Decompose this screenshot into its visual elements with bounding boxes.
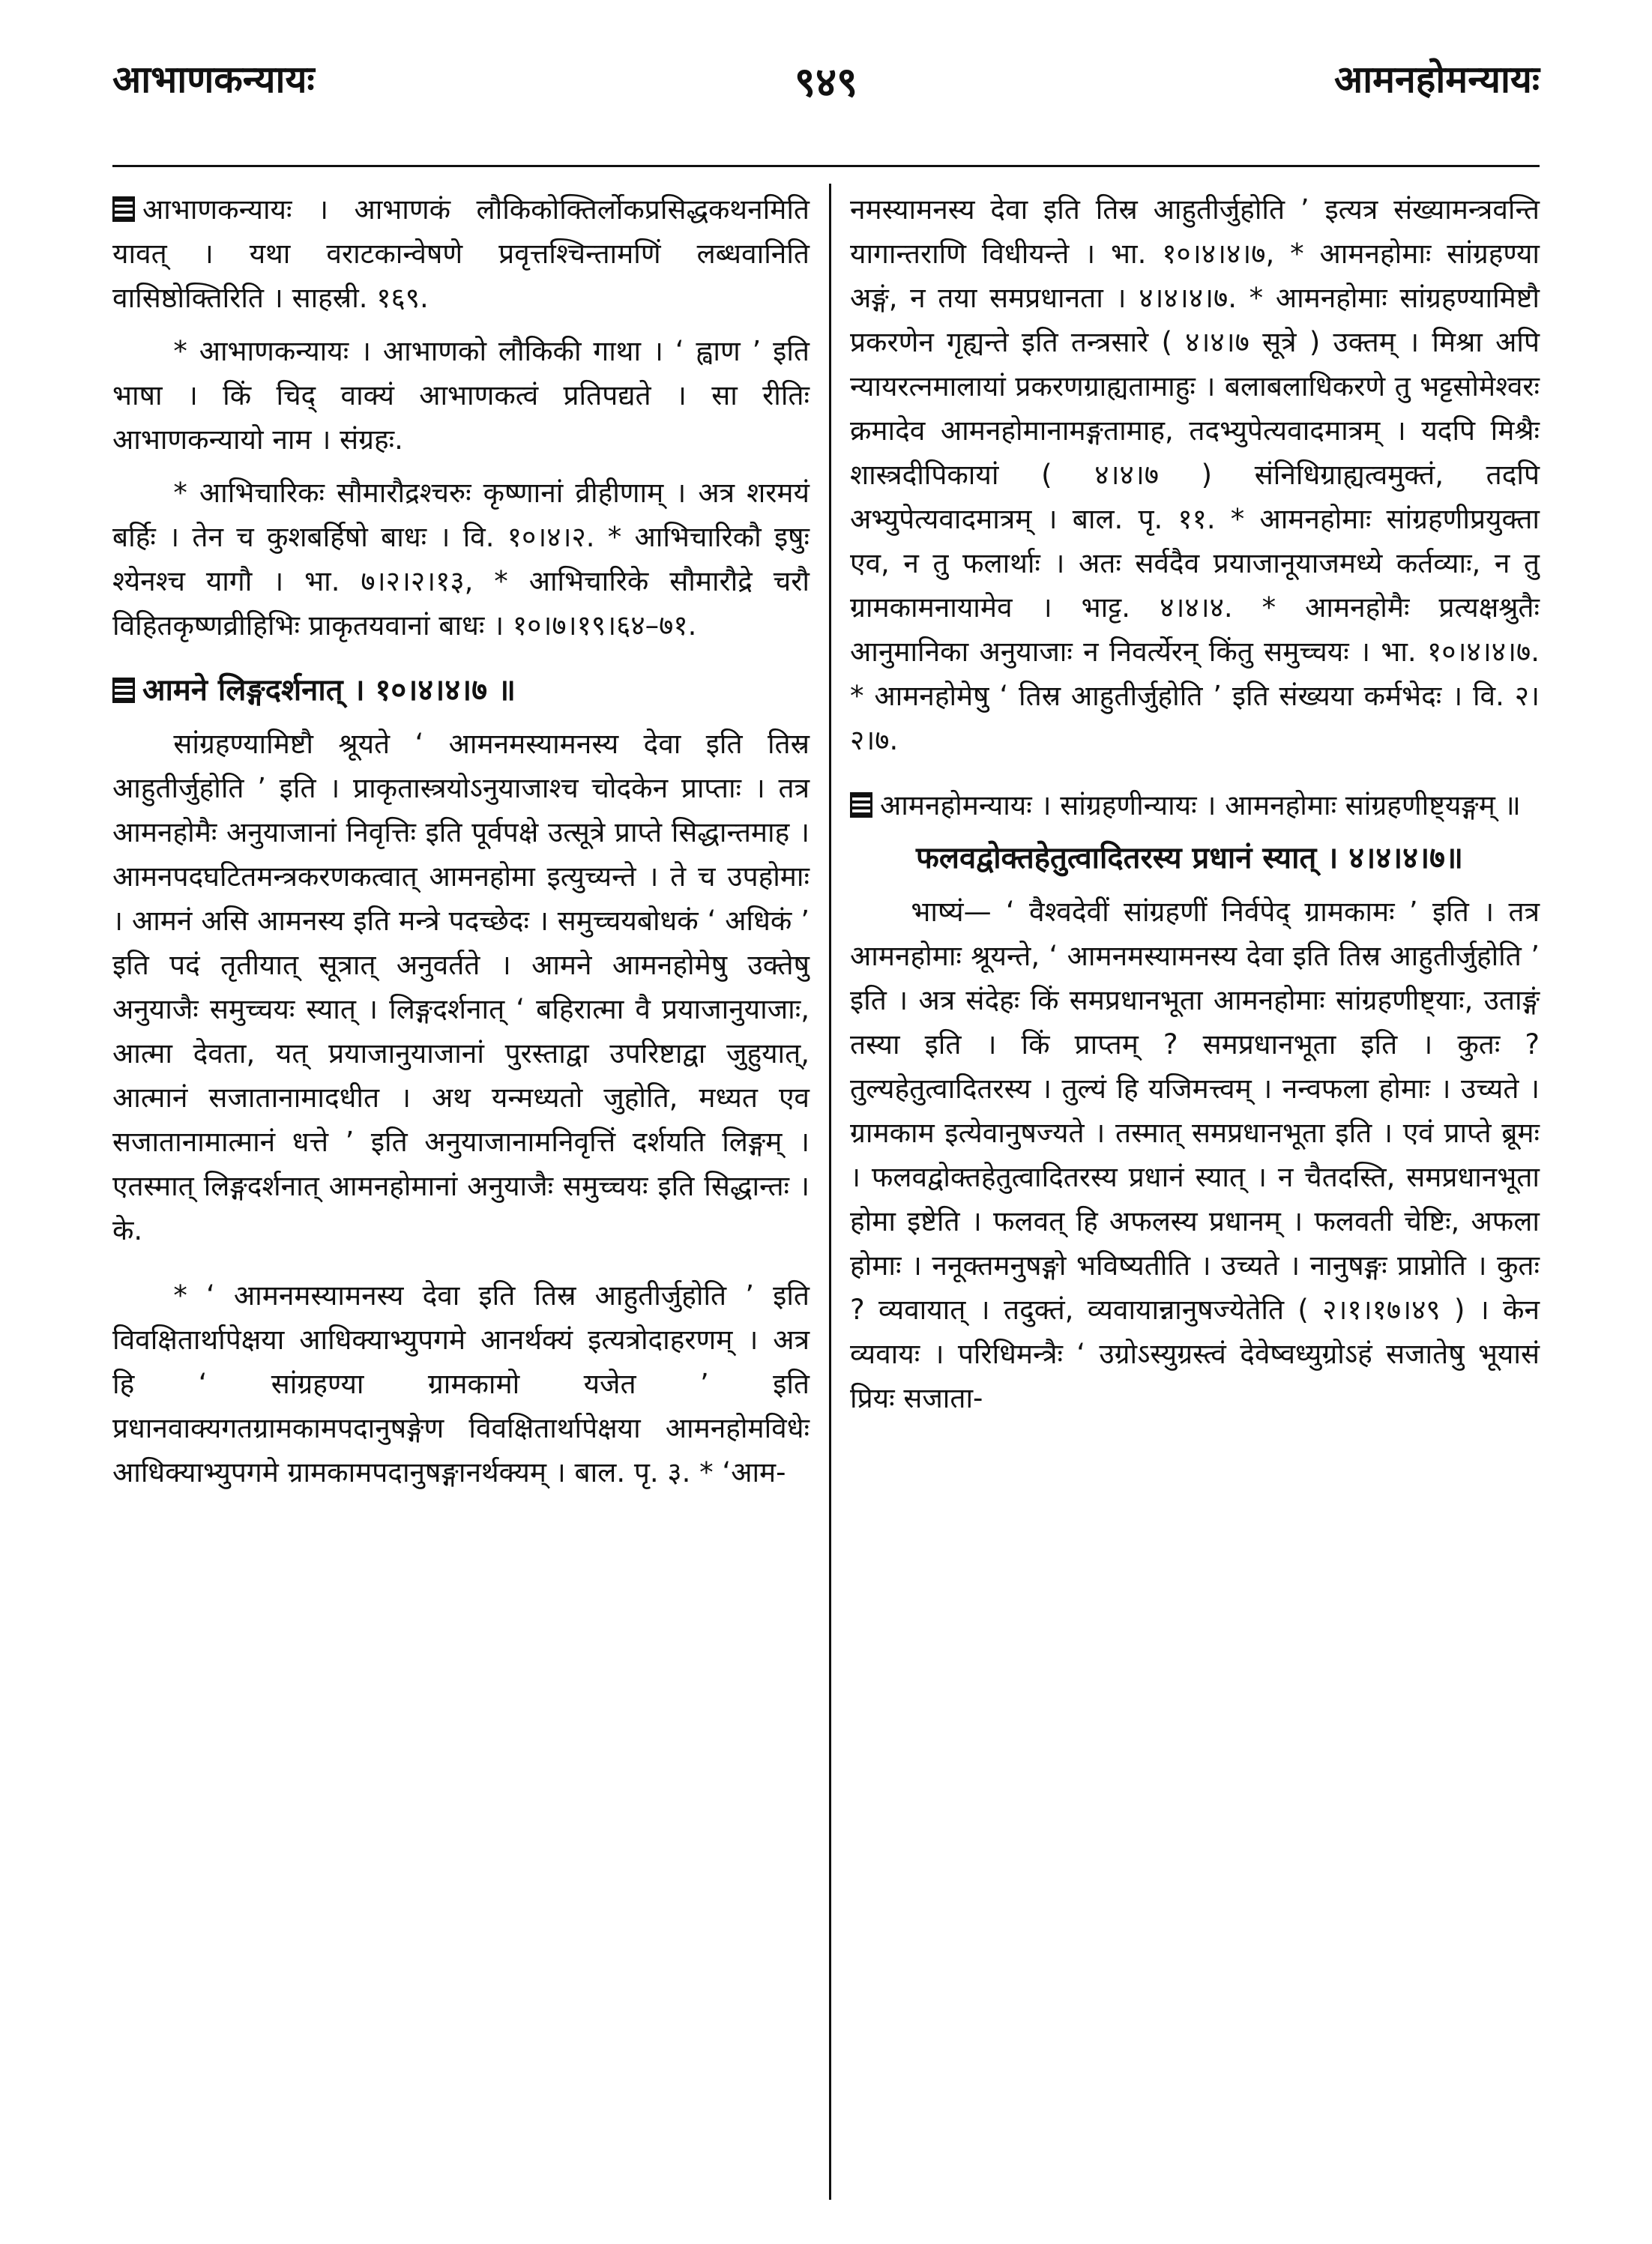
page-number: ९४९ [794, 58, 858, 106]
running-head-left: आभाणकन्यायः [112, 58, 315, 101]
page-header [0, 52, 1652, 120]
entry-marker-icon [112, 678, 135, 703]
entry-abhicharika: * आभिचारिकः सौमारौद्रश्चरुः कृष्णानां व्रीहीणाम् । अत्र शरमयं बर्हिः । तेन च कुशबर्हिषो बाधः । वि. १०।४।२. * आभिचारिकौ इषुः श्येनश्च यागौ । भा. ७।२।२।१३, * आभिचारिके सौमारौद्रे चरौ विहितकृष्णव्रीहिभिः प्राकृतयवानां बाधः । १०।७।१९।६४–७१. [112, 477, 810, 642]
entry-amanahoma-nyaya: आमनहोमन्यायः । सांग्रहणीन्यायः । आमनहोमाः सांग्रहणीष्ट्यङ्गम् ॥ [850, 783, 1540, 827]
right-column [850, 187, 1540, 1429]
header-rule [112, 165, 1540, 167]
entry-marker-icon [850, 792, 872, 818]
entry-abhanaka-sangraha: * आभाणकन्यायः । आभाणको लौकिकी गाथा । ‘ ह्वाण ’ इति भाषा । किं चिद् वाक्यं आभाणकत्वं प्रतिपद्यते । सा रीतिः आभाणकन्यायो नाम । संग्रहः. [112, 335, 810, 456]
column-divider [829, 184, 831, 2200]
left-column [112, 187, 810, 1503]
entry-amanahoma-continued: नमस्यामनस्य देवा इति तिस्र आहुतीर्जुहोति ’ इत्यत्र संख्यामन्त्रवन्ति यागान्तराणि विधीयन्ते । भा. १०।४।४।७, * आमनहोमाः सांग्रहण्या अङ्गं, न तया समप्रधानता । ४।४।४।७. * आमनहोमाः सांग्रहण्यामिष्टौ प्रकरणेन गृह्यन्ते इति तन्त्रसारे ( ४।४।७ सूत्रे ) उक्तम् । मिश्रा अपि न्यायरत्नमालायां प्रकरणग्राह्यतामाहुः । बलाबलाधिकरणे तु भट्टसोमेश्वरः क्रमादेव आमनहोमानामङ्गतामाह, तदभ्युपेत्यवादमात्रम् । यदपि मिश्रैः शास्त्रदीपिकायां ( ४।४।७ ) संनिधिग्राह्यत्वमुक्तं, तदपि अभ्युपेत्यवादमात्रम् । बाल. पृ. ११. * आमनहोमाः सांग्रहणीप्रयुक्ता एव, न तु फलार्थाः । अतः सर्वदैव प्रयाजानूयाजमध्ये कर्तव्याः, न तु ग्रामकामनायामेव । भाट्ट. ४।४।४. * आमनहोमैः प्रत्यक्षश्रुतैः आनुमानिका अनुयाजाः न निवर्त्येरन् किंतु समुच्चयः । भा. १०।४।४।७. * आमनहोमेषु ‘ तिस्र आहुतीर्जुहोति ’ इति संख्यया कर्मभेदः । वि. २।२।७. [850, 193, 1540, 756]
entry-abhanaka: आभाणकन्यायः । आभाणकं लौकिकोक्तिर्लोकप्रसिद्धकथनमिति यावत् । यथा वराटकान्वेषणे प्रवृत्तश्चिन्तामणिं लब्धवानिति वासिष्ठोक्तिरिति । साहस्री. १६९. [112, 193, 810, 314]
adhikarana-heading: आमने लिङ्गदर्शनात् । १०।४।४।७ ॥ [112, 669, 810, 713]
running-head-right: आमनहोमन्यायः [1334, 58, 1540, 101]
entry-marker-icon [112, 196, 135, 222]
entry-amanamasi: * ‘ आमनमस्यामनस्य देवा इति तिस्र आहुतीर्जुहोति ’ इति विवक्षितार्थापेक्षया आधिक्याभ्युपगमे आनर्थक्यं इत्यत्रोदाहरणम् । अत्र हि ‘ सांग्रहण्या ग्रामकामो यजेत ’ इति प्रधानवाक्यगतग्रामकामपदानुषङ्गेण विवक्षितार्थापेक्षया आमनहोमविधेः आधिक्याभ्युपगमे ग्रामकामपदानुषङ्गानर्थक्यम् । बाल. पृ. ३. * ‘आम- [112, 1279, 810, 1489]
adhikarana-commentary: सांग्रहण्यामिष्टौ श्रूयते ‘ आमनमस्यामनस्य देवा इति तिस्र आहुतीर्जुहोति ’ इति । प्राकृतास्त्रयोऽनुयाजाश्च चोदकेन प्राप्ताः । तत्र आमनहोमैः अनुयाजानां निवृत्तिः इति पूर्वपक्षे उत्सूत्रे प्राप्ते सिद्धान्तमाह । आमनपदघटितमन्त्रकरणकत्वात् आमनहोमा इत्युच्यन्ते । ते च उपहोमाः । आमनं असि आमनस्य इति मन्त्रे पदच्छेदः । समुच्चयबोधकं ‘ अधिकं ’ इति पदं तृतीयात् सूत्रात् अनुवर्तते । आमने आमनहोमेषु उक्तेषु अनुयाजैः समुच्चयः स्यात् । लिङ्गदर्शनात् ‘ बहिरात्मा वै प्रयाजानुयाजाः, आत्मा देवता, यत् प्रयाजानुयाजानां पुरस्ताद्वा उपरिष्टाद्वा जुहुयात्, आत्मानं सजातानामादधीत । अथ यन्मध्यतो जुहोति, मध्यत एव सजातानामात्मानं धत्ते ’ इति अनुयाजानामनिवृत्तिं दर्शयति लिङ्गम् । एतस्मात् लिङ्गदर्शनात् आमनहोमानां अनुयाजैः समुच्चयः इति सिद्धान्तः । के. [112, 728, 810, 1246]
sutra-text: फलवद्वोक्तहेतुत्वादितरस्य प्रधानं स्यात् । ४।४।४।७॥ [916, 841, 1463, 875]
bhashya-text: भाष्यं— ‘ वैश्वदेवीं सांग्रहणीं निर्वपेद् ग्रामकामः ’ इति । तत्र आमनहोमाः श्रूयन्ते, ‘ आमनमस्यामनस्य देवा इति तिस्र आहुतीर्जुहोति ’ इति । अत्र संदेहः किं समप्रधानभूता आमनहोमाः सांग्रहणीष्ट्याः, उताङ्गं तस्या इति । किं प्राप्तम् ? समप्रधानभूता इति । कुतः ? तुल्यहेतुत्वादितरस्य । तुल्यं हि यजिमत्त्वम् । नन्वफला होमाः । उच्यते । ग्रामकाम इत्येवानुषज्यते । तस्मात् समप्रधानभूता इति । एवं प्राप्ते ब्रूमः । फलवद्वोक्तहेतुत्वादितरस्य प्रधानं स्यात् । न चैतदस्ति, समप्रधानभूता होमा इष्टेति । फलवत् हि अफलस्य प्रधानम् । फलवती चेष्टिः, अफला होमाः । ननूक्तमनुषङ्गो भविष्यतीति । उच्यते । नानुषङ्गः प्राप्नोति । कुतः ? व्यवायात् । तदुक्तं, व्यवायान्नानुषज्येतेति ( २।१।१७।४९ ) । केन व्यवायः । परिधिमन्त्रैः ‘ उग्रोऽस्युग्रस्त्वं देवेष्वध्युग्रोऽहं सजातेषु भूयासं प्रियः सजाता- [850, 896, 1540, 1414]
